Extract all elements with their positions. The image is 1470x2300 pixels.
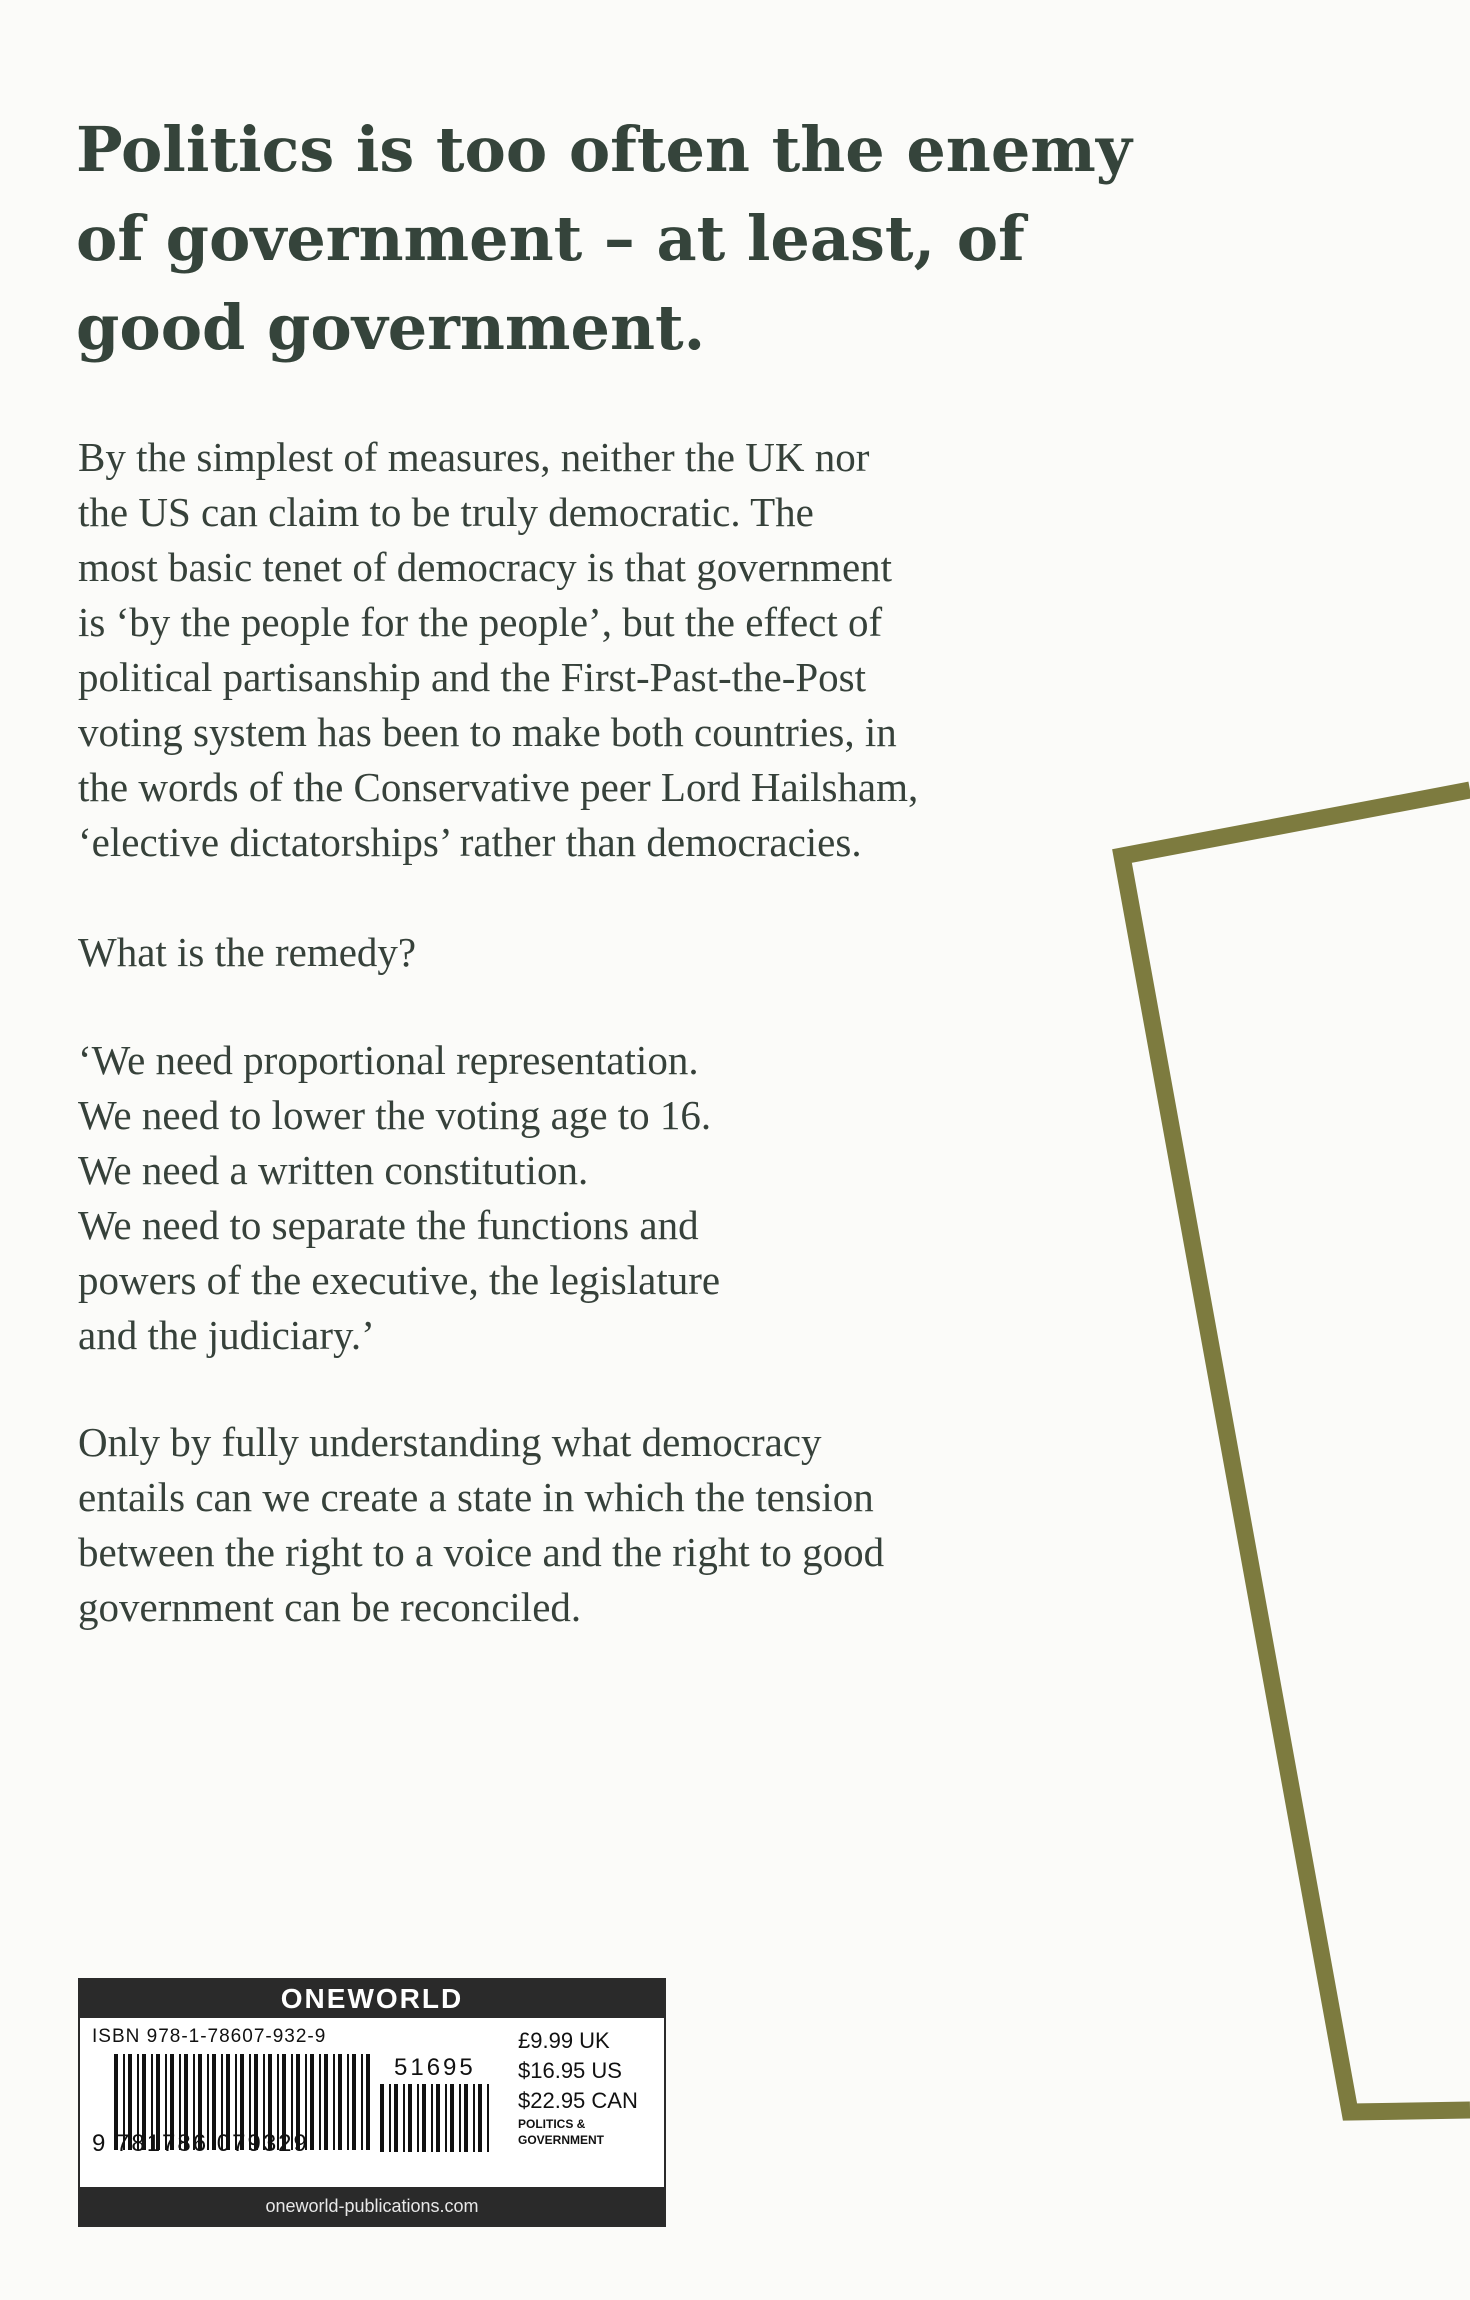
category-line: GOVERNMENT — [518, 2133, 605, 2147]
text-line: voting system has been to make both countries, in — [78, 709, 897, 755]
price-us: $16.95 US — [518, 2058, 622, 2083]
text-line: most basic tenet of democracy is that government — [78, 544, 893, 590]
text-line: between the right to a voice and the right to good — [78, 1529, 885, 1575]
isbn-text: ISBN 978-1-78607-932-9 — [92, 2026, 327, 2047]
text-line: the US can claim to be truly democratic. The — [78, 489, 814, 535]
text-line: is ‘by the people for the people’, but the effect of — [78, 599, 883, 645]
addon-digits: 51695 — [394, 2054, 476, 2081]
barcode-bar — [473, 2084, 475, 2152]
barcode-bar — [431, 2084, 433, 2152]
text-line: entails can we create a state in which the tension — [78, 1474, 874, 1520]
publisher-name: ONEWORLD — [80, 1980, 664, 2018]
barcode-bar — [324, 2054, 328, 2150]
barcode-bar — [333, 2054, 335, 2150]
barcode-bar — [389, 2084, 391, 2152]
frame-border — [1122, 790, 1470, 2112]
barcode-bar — [459, 2084, 461, 2152]
barcode-bar — [478, 2084, 482, 2152]
barcode-bar — [422, 2084, 426, 2152]
price-list — [518, 2026, 663, 2148]
price-can: $22.95 CAN — [518, 2088, 638, 2113]
text-line: ‘elective dictatorships’ rather than democracies. — [78, 819, 862, 865]
text-line: government can be reconciled. — [78, 1584, 582, 1630]
headline-line: of government – at least, of — [76, 202, 1025, 275]
barcode-bar — [361, 2054, 363, 2150]
barcode-bar — [436, 2084, 440, 2152]
barcode-bar — [408, 2084, 412, 2152]
headline-line: good government. — [76, 291, 706, 364]
text-line: What is the remedy? — [78, 929, 417, 975]
barcode-bar — [403, 2084, 405, 2152]
ean-digits: 9 781786 079329 — [92, 2130, 309, 2157]
barcode-bar — [310, 2054, 314, 2150]
category-line: POLITICS & — [518, 2117, 586, 2131]
addon-barcode — [380, 2084, 489, 2152]
text-line: By the simplest of measures, neither the UK nor — [78, 434, 870, 480]
text-line: We need a written constitution. — [78, 1147, 589, 1193]
barcode-bar — [394, 2084, 398, 2152]
barcode-label — [78, 1978, 666, 2227]
barcode-bar — [319, 2054, 321, 2150]
headline-line: Politics is too often the enemy — [76, 113, 1132, 186]
text-line: political partisanship and the First-Past-the-Post — [78, 654, 867, 700]
barcode-bar — [352, 2054, 356, 2150]
price-uk: £9.99 UK — [518, 2028, 610, 2053]
barcode-bar — [338, 2054, 342, 2150]
barcode-bar — [366, 2054, 370, 2150]
barcode-bar — [445, 2084, 447, 2152]
barcode-bar — [450, 2084, 454, 2152]
barcode-bar — [464, 2084, 468, 2152]
barcode-bar — [417, 2084, 419, 2152]
text-line: We need to lower the voting age to 16. — [78, 1092, 712, 1138]
text-line: We need to separate the functions and — [78, 1202, 699, 1248]
text-line: and the judiciary.’ — [78, 1312, 375, 1358]
publisher-website: oneworld-publications.com — [80, 2187, 664, 2225]
text-line: the words of the Conservative peer Lord Hailsham, — [78, 764, 919, 810]
text-line: Only by fully understanding what democracy — [78, 1419, 822, 1465]
text-line: ‘We need proportional representation. — [78, 1037, 699, 1083]
text-line: powers of the executive, the legislature — [78, 1257, 721, 1303]
barcode-bar — [347, 2054, 349, 2150]
barcode-bar — [380, 2084, 384, 2152]
barcode-bar — [487, 2084, 489, 2152]
